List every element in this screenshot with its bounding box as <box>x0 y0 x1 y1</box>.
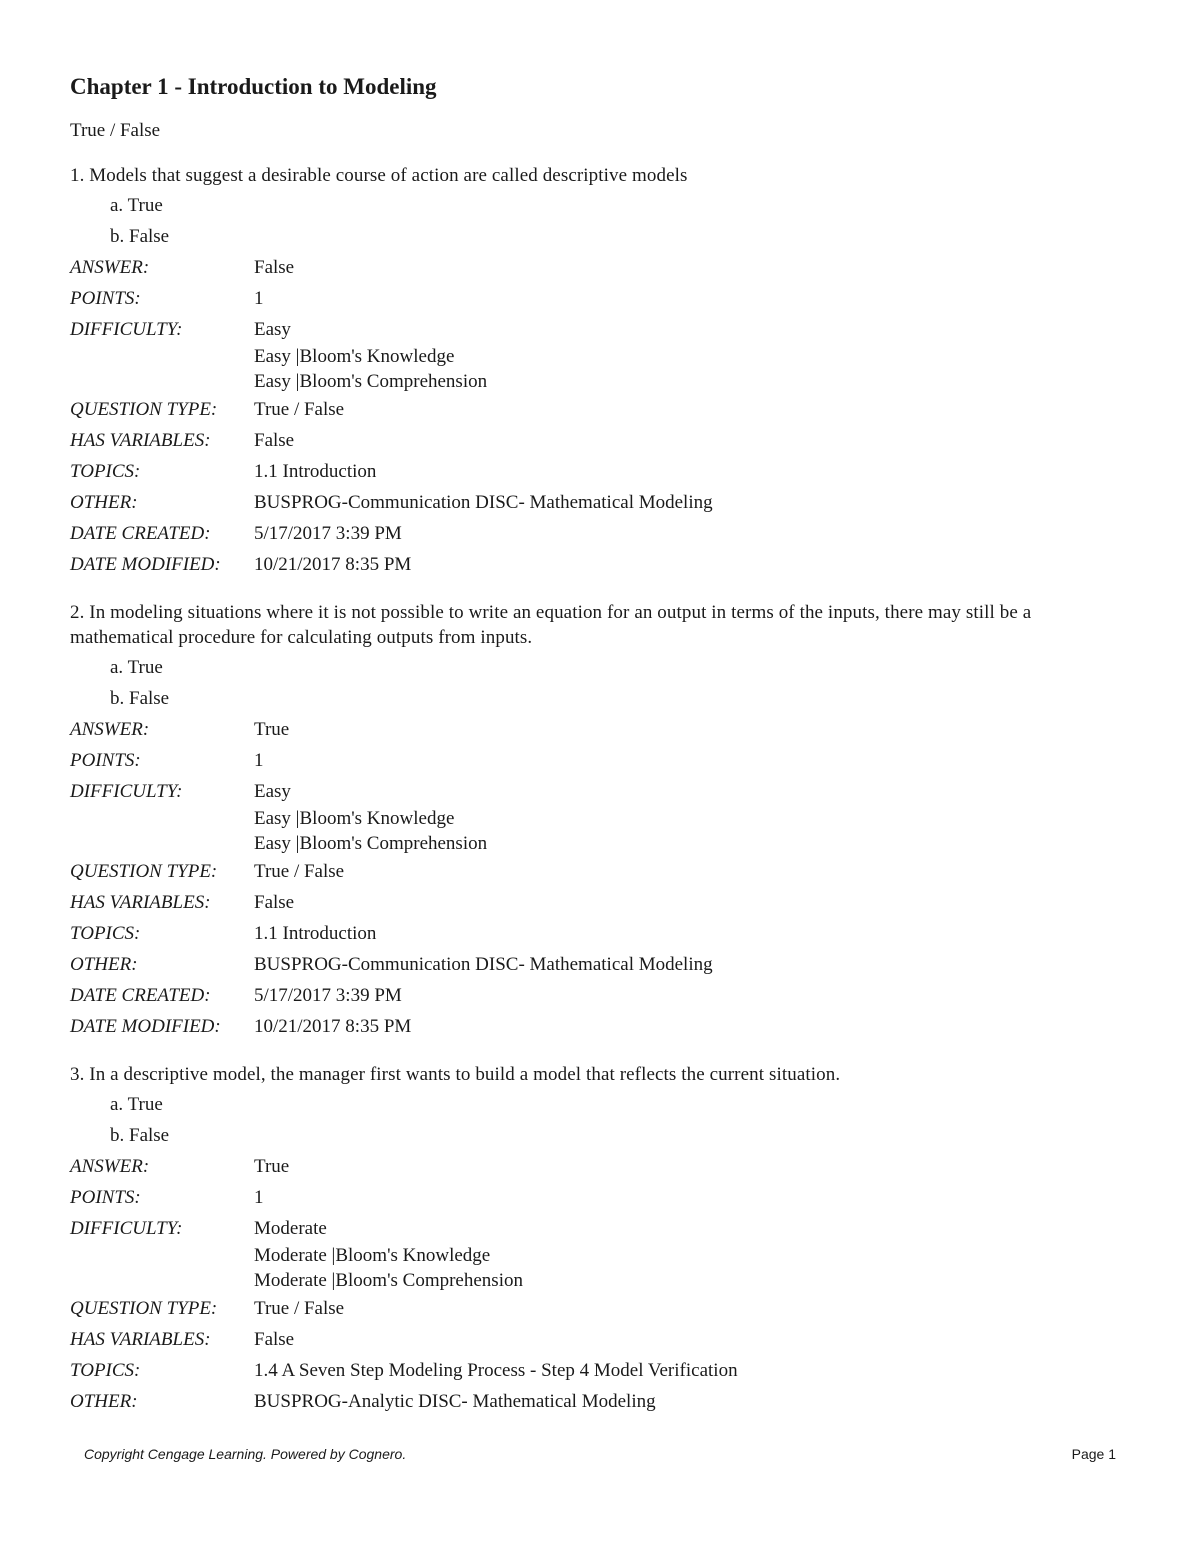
metadata-value-line: 1 <box>254 288 264 309</box>
metadata-value <box>254 487 1130 518</box>
answer-option: b. False <box>110 688 170 709</box>
metadata-value <box>254 1182 1130 1213</box>
metadata-label: QUESTION TYPE: <box>70 399 218 420</box>
question-metadata <box>70 714 1130 1042</box>
metadata-row <box>70 1386 1130 1417</box>
metadata-row <box>70 252 1130 283</box>
metadata-label: TOPICS: <box>70 1360 141 1381</box>
metadata-value-line: Easy <box>254 781 291 802</box>
metadata-label: QUESTION TYPE: <box>70 861 218 882</box>
metadata-value <box>254 714 1130 745</box>
metadata-value <box>254 549 1130 580</box>
page-footer <box>84 1446 1116 1462</box>
metadata-row <box>70 745 1130 776</box>
metadata-value-line: Moderate |Bloom's Comprehension <box>254 1269 523 1291</box>
answer-option: b. False <box>110 1125 170 1146</box>
metadata-value <box>254 949 1130 980</box>
metadata-label: POINTS: <box>70 750 141 771</box>
metadata-value <box>254 1011 1130 1042</box>
metadata-row <box>70 1324 1130 1355</box>
answer-option: b. False <box>110 226 170 247</box>
metadata-row <box>70 1011 1130 1042</box>
metadata-value-line: BUSPROG-Analytic DISC- Mathematical Modeling <box>254 1391 656 1412</box>
metadata-label: QUESTION TYPE: <box>70 1298 218 1319</box>
metadata-value <box>254 314 1130 394</box>
metadata-row <box>70 1182 1130 1213</box>
metadata-value-line: Easy <box>254 319 291 340</box>
metadata-row <box>70 714 1130 745</box>
metadata-value-line: Moderate |Bloom's Knowledge <box>254 1245 491 1266</box>
page-title: Chapter 1 - Introduction to Modeling <box>70 74 437 99</box>
metadata-value-line: 5/17/2017 3:39 PM <box>254 985 402 1006</box>
metadata-value <box>254 283 1130 314</box>
metadata-value <box>254 887 1130 918</box>
question-block <box>70 163 1130 580</box>
metadata-label: POINTS: <box>70 288 141 309</box>
metadata-value <box>254 1293 1130 1324</box>
metadata-row <box>70 549 1130 580</box>
metadata-label: HAS VARIABLES: <box>70 1329 211 1350</box>
metadata-row <box>70 1293 1130 1324</box>
metadata-label: OTHER: <box>70 954 138 975</box>
metadata-value-line: 1 <box>254 750 264 771</box>
question-metadata <box>70 252 1130 580</box>
metadata-row <box>70 1355 1130 1386</box>
metadata-label: DATE MODIFIED: <box>70 554 221 575</box>
question-list <box>70 163 1130 1417</box>
metadata-value-line: True / False <box>254 861 345 882</box>
metadata-value <box>254 1151 1130 1182</box>
metadata-row <box>70 314 1130 394</box>
page-number: Page 1 <box>1071 1446 1116 1462</box>
metadata-value <box>254 425 1130 456</box>
metadata-value <box>254 1324 1130 1355</box>
metadata-label: TOPICS: <box>70 923 141 944</box>
metadata-row <box>70 518 1130 549</box>
metadata-value-line: 1.1 Introduction <box>254 461 377 482</box>
metadata-row <box>70 776 1130 856</box>
metadata-value <box>254 252 1130 283</box>
metadata-label: DATE CREATED: <box>70 523 211 544</box>
metadata-label: DIFFICULTY: <box>70 1218 183 1239</box>
metadata-value-line: False <box>254 430 295 451</box>
metadata-value-line: 10/21/2017 8:35 PM <box>254 1016 412 1037</box>
question-text: 2. In modeling situations where it is not possible to write an equation for an output in terms of the inputs, there may still be a mathematical procedure for calculating outputs from inputs. <box>70 602 1032 648</box>
metadata-value-line: False <box>254 1329 295 1350</box>
metadata-label: ANSWER: <box>70 1156 150 1177</box>
metadata-label: HAS VARIABLES: <box>70 430 211 451</box>
metadata-row <box>70 856 1130 887</box>
answer-options <box>110 652 1130 714</box>
metadata-value-line: BUSPROG-Communication DISC- Mathematical Modeling <box>254 492 713 513</box>
metadata-label: HAS VARIABLES: <box>70 892 211 913</box>
question-text: 1. Models that suggest a desirable course of action are called descriptive models <box>70 165 688 186</box>
metadata-row <box>70 1213 1130 1293</box>
metadata-row <box>70 980 1130 1011</box>
metadata-value <box>254 745 1130 776</box>
metadata-label: ANSWER: <box>70 719 150 740</box>
copyright-text: Copyright Cengage Learning. Powered by Cognero. <box>84 1446 407 1462</box>
metadata-value-line: Moderate <box>254 1218 327 1239</box>
metadata-value <box>254 1213 1130 1293</box>
metadata-label: DIFFICULTY: <box>70 319 183 340</box>
metadata-value <box>254 394 1130 425</box>
metadata-label: OTHER: <box>70 1391 138 1412</box>
question-text: 3. In a descriptive model, the manager first wants to build a model that reflects the current situation. <box>70 1064 841 1085</box>
question-block <box>70 1062 1130 1417</box>
metadata-label: OTHER: <box>70 492 138 513</box>
metadata-label: DATE CREATED: <box>70 985 211 1006</box>
metadata-value-line: True <box>254 1156 290 1177</box>
metadata-row <box>70 887 1130 918</box>
metadata-value <box>254 856 1130 887</box>
metadata-row <box>70 949 1130 980</box>
answer-options <box>110 1089 1130 1151</box>
answer-option: a. True <box>110 657 163 678</box>
metadata-value-line: False <box>254 892 295 913</box>
metadata-label: ANSWER: <box>70 257 150 278</box>
metadata-value-line: False <box>254 257 295 278</box>
metadata-label: POINTS: <box>70 1187 141 1208</box>
metadata-value <box>254 1355 1130 1386</box>
metadata-value-line: Easy |Bloom's Comprehension <box>254 832 488 854</box>
metadata-value-line: 1.1 Introduction <box>254 923 377 944</box>
metadata-value <box>254 980 1130 1011</box>
section-heading: True / False <box>70 120 161 141</box>
metadata-row <box>70 394 1130 425</box>
metadata-value-line: BUSPROG-Communication DISC- Mathematical Modeling <box>254 954 713 975</box>
metadata-value <box>254 776 1130 856</box>
metadata-row <box>70 487 1130 518</box>
metadata-label: TOPICS: <box>70 461 141 482</box>
question-block <box>70 600 1130 1042</box>
metadata-value <box>254 1386 1130 1417</box>
metadata-value-line: Easy |Bloom's Comprehension <box>254 370 488 392</box>
metadata-row <box>70 1151 1130 1182</box>
answer-options <box>110 190 1130 252</box>
metadata-value-line: True / False <box>254 1298 345 1319</box>
metadata-row <box>70 283 1130 314</box>
metadata-value-line: Easy |Bloom's Knowledge <box>254 808 455 829</box>
metadata-row <box>70 918 1130 949</box>
metadata-value-line: True <box>254 719 290 740</box>
metadata-value-line: 10/21/2017 8:35 PM <box>254 554 412 575</box>
metadata-value <box>254 918 1130 949</box>
metadata-label: DATE MODIFIED: <box>70 1016 221 1037</box>
metadata-label: DIFFICULTY: <box>70 781 183 802</box>
answer-option: a. True <box>110 195 163 216</box>
metadata-value <box>254 456 1130 487</box>
metadata-value-line: 1.4 A Seven Step Modeling Process - Step 4 Model Verification <box>254 1360 738 1381</box>
question-metadata <box>70 1151 1130 1417</box>
metadata-value-line: 5/17/2017 3:39 PM <box>254 523 402 544</box>
metadata-value <box>254 518 1130 549</box>
metadata-row <box>70 425 1130 456</box>
metadata-value-line: 1 <box>254 1187 264 1208</box>
metadata-value-line: Easy |Bloom's Knowledge <box>254 346 455 367</box>
metadata-value-line: True / False <box>254 399 345 420</box>
answer-option: a. True <box>110 1094 163 1115</box>
metadata-row <box>70 456 1130 487</box>
document-page <box>70 72 1130 1417</box>
